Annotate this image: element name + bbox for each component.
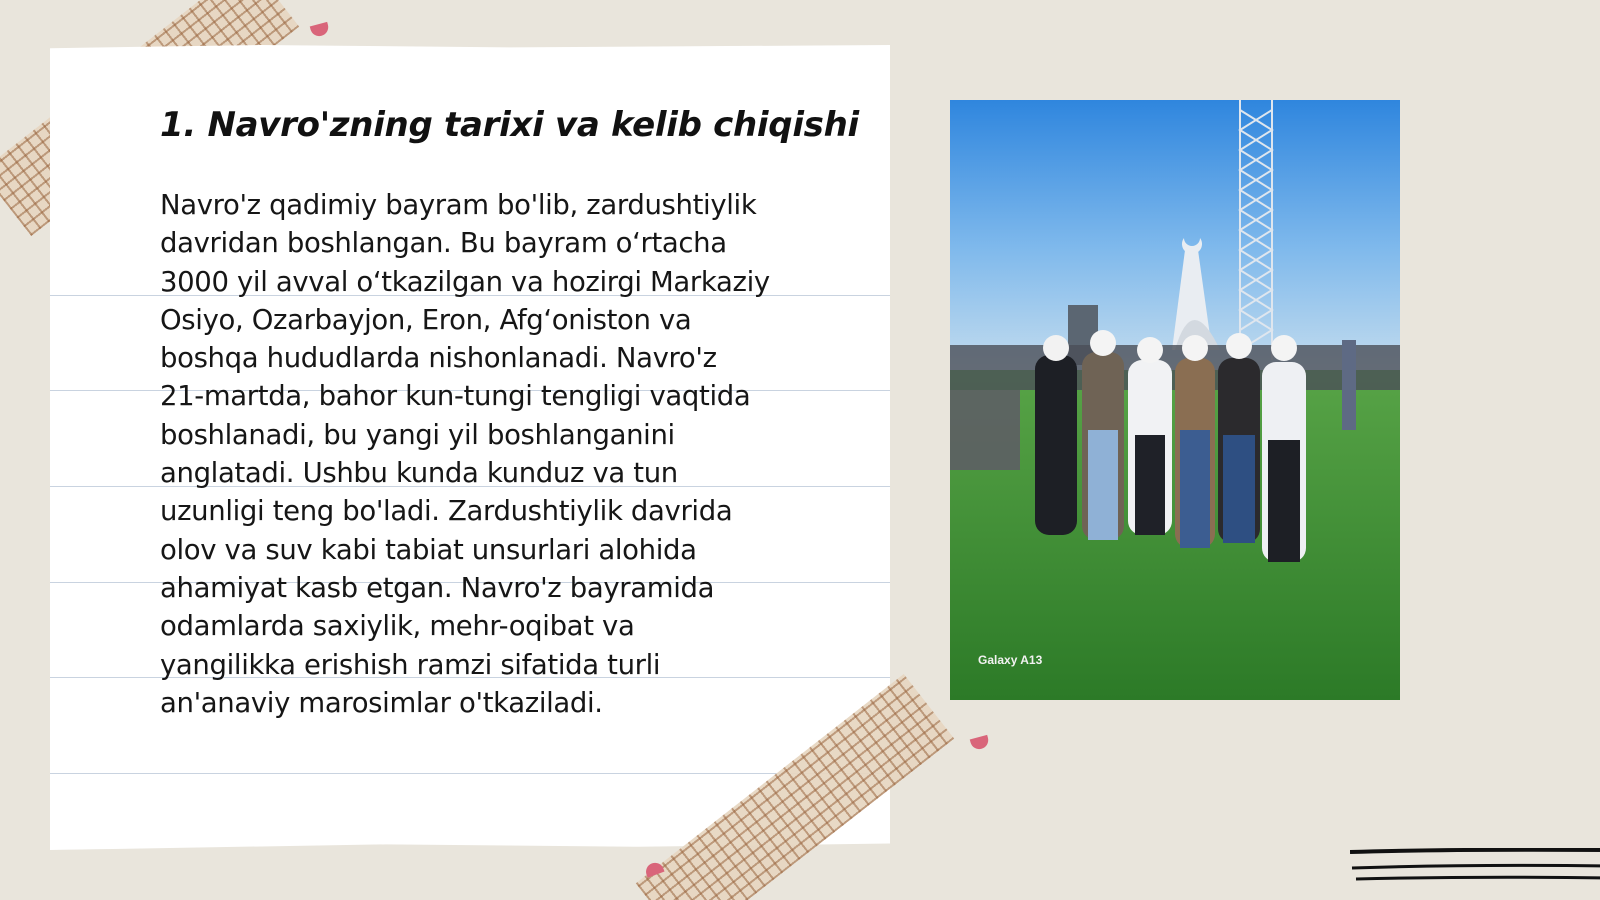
tape-pin-decoration (970, 735, 990, 751)
body-line: Navro'z qadimiy bayram bo'lib, zardushtiylik (160, 189, 757, 221)
slide-body-text (160, 186, 840, 722)
body-line: an'anaviy marosimlar o'tkaziladi. (160, 686, 603, 719)
body-line: boshlanadi, bu yangi yil boshlanganini (160, 418, 675, 451)
body-line: 21-martda, bahor kun-tungi tengligi vaqtida (160, 380, 751, 413)
body-line: boshqa hududlarda nishonlanadi. Navro'z (160, 342, 717, 375)
body-line: uzunligi teng bo'ladi. Zardushtiylik davrida (160, 495, 733, 528)
slide-title: 1. Navro'zning tarixi va kelib chiqishi (160, 105, 859, 145)
group-photo (950, 100, 1400, 700)
crowd-seated (950, 390, 1020, 470)
body-line: ahamiyat kasb etgan. Navro'z bayramida (160, 571, 715, 604)
body-line: yangilikka erishish ramzi sifatida turli (160, 648, 661, 681)
body-line: odamlarda saxiylik, mehr-oqibat va (160, 610, 635, 643)
paper-rule-line (50, 773, 890, 774)
decorative-lines (1350, 848, 1600, 888)
body-line: davridan boshlangan. Bu bayram o‘rtacha (160, 227, 727, 260)
tape-pin-decoration (310, 22, 330, 38)
photo-scene (950, 100, 1400, 700)
body-line: Osiyo, Ozarbayjon, Eron, Afg‘oniston va (160, 303, 692, 336)
body-line: 3000 yil avval o‘tkazilgan va hozirgi Markaziy (160, 265, 770, 298)
body-line: anglatadi. Ushbu kunda kunduz va tun (160, 457, 678, 490)
body-line: olov va suv kabi tabiat unsurlari alohida (160, 533, 697, 566)
photo-watermark: Galaxy A13 (978, 653, 1043, 667)
